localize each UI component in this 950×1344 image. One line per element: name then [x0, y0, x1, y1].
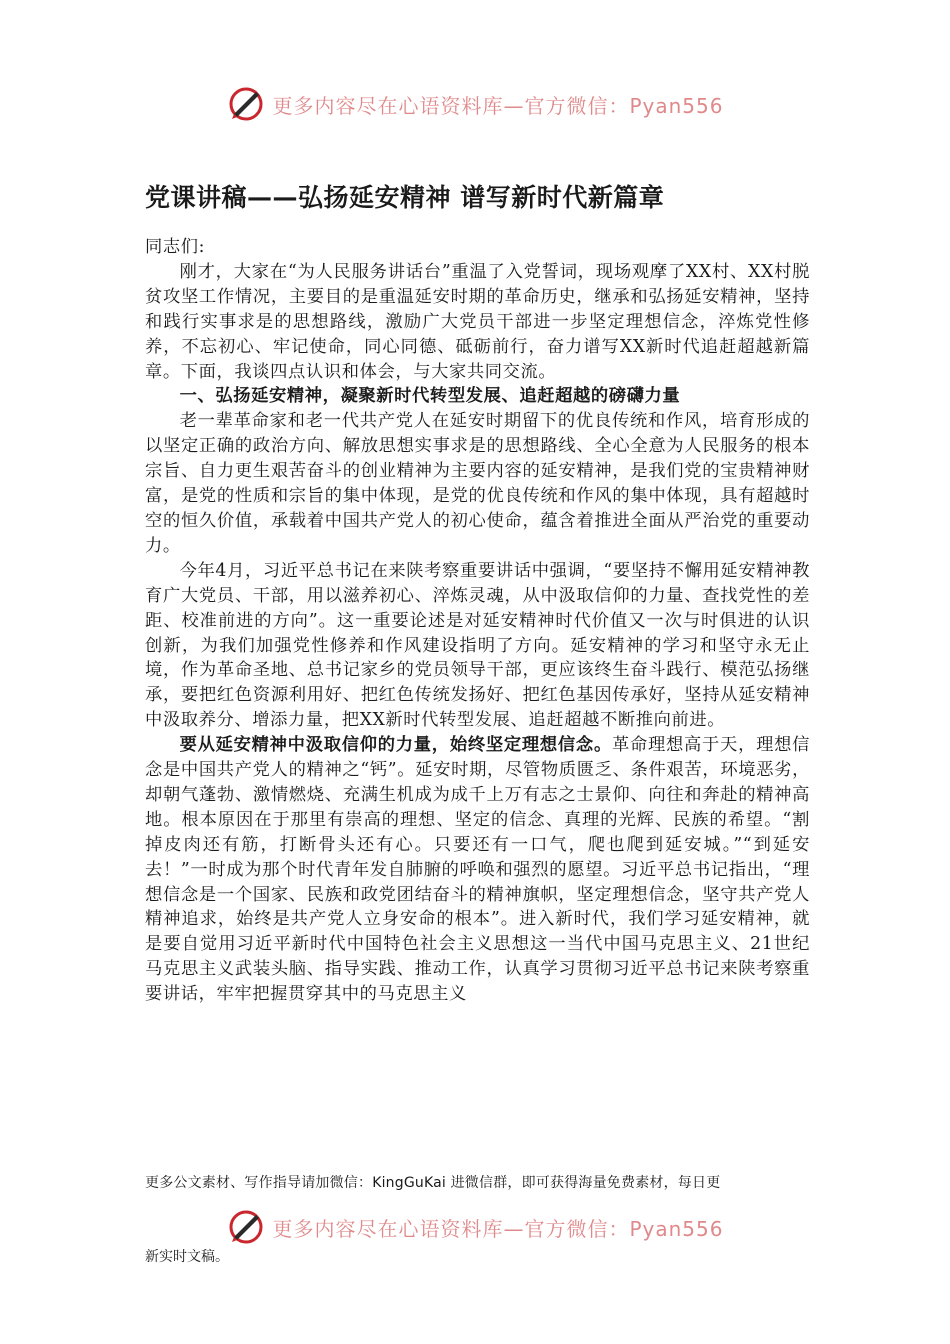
paragraph-lead: 要从延安精神中汲取信仰的力量，始终坚定理想信念。	[179, 735, 612, 756]
footer-note-continued: 新实时文稿。	[145, 1249, 229, 1265]
footer-note: 更多公文素材、写作指导请加微信：KingGuKai 进微信群，即可获得海量免费素材，每日更	[145, 1175, 721, 1191]
pen-circle-logo-icon	[226, 84, 266, 124]
document-title: 党课讲稿——弘扬延安精神 谱写新时代新篇章	[145, 183, 665, 212]
banner-text: 更多内容尽在心语资料库—官方微信：Pyan556	[272, 93, 724, 118]
document-body	[145, 235, 810, 1007]
banner-content	[226, 1207, 723, 1247]
pen-circle-logo-icon	[226, 1207, 266, 1247]
salutation: 同志们:	[145, 237, 206, 257]
paragraph-text: 革命理想高于天，理想信念是中国共产党人的精神之“钙”。延安时期，尽管物质匮乏、条件艰苦，环境恶劣，却朝气蓬勃、激情燃烧、充满生机成为成千上万有志之士景仰、向往和奔赴的精神高地。根本原因在于那里有崇高的理想、坚定的信念、真理的光辉、民族的希望。“割掉皮肉还有筋，打断骨头还有心。只要还有一口气，爬也爬到延安城。”“到延安去！”一时成为那个时代青年发自肺腑的呼唤和强烈的愿望。习近平总书记指出，“理想信念是一个国家、民族和政党团结奋斗的精神旗帜，坚定理想信念，坚守共产党人精神追求，始终是共产党人立身安命的根本”。进入新时代，我们学习延安精神，就是要自觉用习近平新时代中国特色社会主义思想这一当代中国马克思主义、21世纪马克思主义武装头脑、指导实践、推动工作，认真学习贯彻习近平总书记来陕考察重要讲话，牢牢把握贯穿其中的马克思主义	[145, 735, 811, 1005]
paragraph	[145, 733, 810, 1007]
footer-banner	[0, 1205, 950, 1249]
header-banner	[0, 82, 950, 126]
paragraph: 今年4月，习近平总书记在来陕考察重要讲话中强调，“要坚持不懈用延安精神教育广大党员、干部，用以滋养初心、淬炼灵魂，从中汲取信仰的力量、查找党性的差距、校准前进的方向”。这一重要论述是对延安精神时代价值又一次与时俱进的认识创新，为我们加强党性修养和作风建设指明了方向。延安精神的学习和坚守永无止境，作为革命圣地、总书记家乡的党员领导干部，更应该终生奋斗践行、模范弘扬继承，要把红色资源利用好、把红色传统发扬好、把红色基因传承好，坚持从延安精神中汲取养分、增添力量，把XX新时代转型发展、追赶超越不断推向前进。	[145, 560, 810, 731]
paragraph: 老一辈革命家和老一代共产党人在延安时期留下的优良传统和作风，培育形成的以坚定正确的政治方向、解放思想实事求是的思想路线、全心全意为人民服务的根本宗旨、自力更生艰苦奋斗的创业精神为主要内容的延安精神，是我们党的宝贵精神财富，是党的性质和宗旨的集中体现，是党的优良传统和作风的集中体现，具有超越时空的恒久价值，承载着中国共产党人的初心使命，蕴含着推进全面从严治党的重要动力。	[145, 411, 810, 556]
intro-paragraph: 刚才，大家在“为人民服务讲话台”重温了入党誓词，现场观摩了XX村、XX村脱贫攻坚工作情况，主要目的是重温延安时期的革命历史，继承和弘扬延安精神，坚持和践行实事求是的思想路线，激励广大党员干部进一步坚定理想信念，淬炼党性修养，不忘初心、牢记使命，同心同德、砥砺前行，奋力谱写XX新时代追赶超越新篇章。下面，我谈四点认识和体会，与大家共同交流。	[145, 261, 810, 382]
banner-text: 更多内容尽在心语资料库—官方微信：Pyan556	[272, 1216, 724, 1241]
section-heading: 一、弘扬延安精神，凝聚新时代转型发展、追赶超越的磅礴力量	[179, 386, 681, 407]
banner-content	[226, 84, 723, 124]
